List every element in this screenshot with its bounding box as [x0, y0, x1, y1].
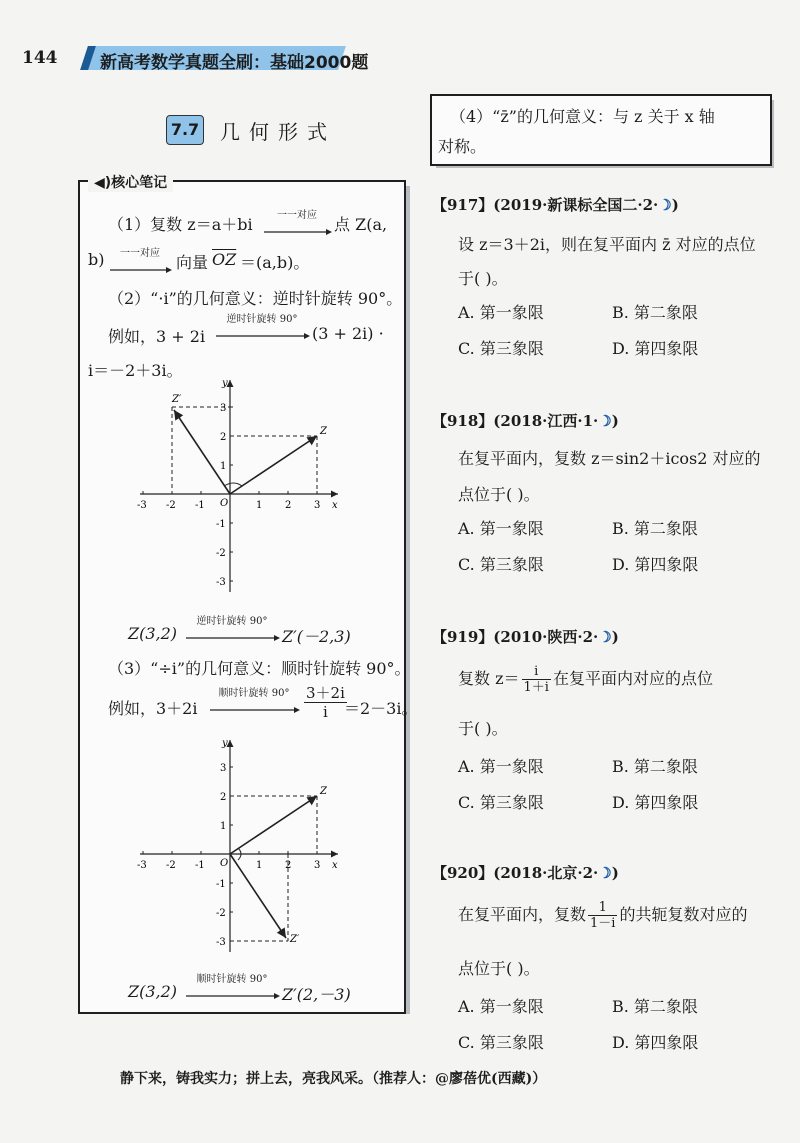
section-title: 几何形式 [220, 120, 336, 144]
graph-1 [134, 376, 354, 602]
graph2-x-label: x [332, 860, 338, 871]
graph1-ytick: -2 [216, 548, 226, 559]
note-line-1b: 点 Z(a, [334, 215, 388, 234]
graph2-xtick: -2 [166, 860, 176, 871]
note-line-2c: ＝(a,b)。 [240, 253, 310, 272]
question-919-header: 【919】(2010·陕西·2·☽) [432, 628, 619, 646]
graph1-vector-z [230, 436, 317, 494]
vector-oz: $\overline{OZ}$ [212, 250, 237, 269]
graph2-xtick: 2 [285, 860, 292, 871]
question-918-option-a[interactable]: A. 第一象限 [458, 519, 544, 538]
question-919-option-b[interactable]: B. 第二象限 [612, 757, 698, 776]
graph1-y-label: y [222, 378, 228, 389]
section-number: 7.7 [166, 115, 204, 145]
graph2-ytick: 1 [220, 821, 227, 832]
note-line-2a: b) [88, 250, 105, 269]
moon-icon: ☽ [598, 628, 612, 646]
question-918-stem-2: 点位于( )。 [458, 485, 540, 504]
graph1-origin: O [220, 498, 229, 509]
graph1-ytick: 2 [220, 432, 227, 443]
graph2-ytick: -3 [216, 937, 226, 948]
graph1-ytick: -1 [216, 519, 226, 530]
note-line-7b: ＝2－3i。 [344, 699, 418, 718]
graph1-ytick: 3 [220, 403, 227, 414]
note-line-2b: 向量 [176, 253, 209, 272]
graph1-xtick: -1 [195, 500, 205, 511]
arrow-one-to-one-2: 一一对应 [108, 244, 172, 278]
question-919-option-d[interactable]: D. 第四象限 [612, 793, 699, 812]
note-line-5: i＝－2＋3i。 [88, 361, 183, 380]
arrow-cw: 顺时针旋转 90° [208, 684, 300, 718]
note-line-6: （3）“÷i”的几何意义：顺时针旋转 90°。 [108, 659, 411, 678]
question-920-option-d[interactable]: D. 第四象限 [612, 1033, 699, 1052]
moon-icon: ☽ [598, 864, 612, 882]
graph2-ytick: -2 [216, 908, 226, 919]
question-917-option-c[interactable]: C. 第三象限 [458, 339, 544, 358]
graph1-x-label: x [332, 500, 338, 511]
graph1-xtick: -2 [166, 500, 176, 511]
graph2-ytick: 3 [220, 763, 227, 774]
note-line-4a: 例如，3 + 2i [108, 327, 206, 346]
graph2-vector-z [230, 796, 317, 854]
moon-icon: ☽ [658, 196, 672, 214]
graph1-ytick: 1 [220, 461, 227, 472]
caption-1b: Z′(－2,3) [282, 627, 351, 646]
question-920-header: 【920】(2018·北京·2·☽) [432, 864, 619, 882]
question-919-stem-2: 于( )。 [458, 719, 508, 738]
graph1-point-z: Z [320, 426, 327, 437]
arrow-one-to-one-1: 一一对应 [262, 206, 332, 240]
note-line-1a: （1）复数 z＝a＋bi [108, 215, 253, 234]
question-917-stem-1: 设 z＝3＋2i，则在复平面内 z̄ 对应的点位 [458, 235, 756, 254]
question-917-option-a[interactable]: A. 第一象限 [458, 303, 544, 322]
question-918-option-c[interactable]: C. 第三象限 [458, 555, 544, 574]
note-line-3: （2）“·i”的几何意义：逆时针旋转 90°。 [108, 289, 403, 308]
graph2-xtick: -3 [137, 860, 147, 871]
note-line-4b: (3 + 2i) · [312, 324, 384, 343]
graph2-origin: O [220, 858, 229, 869]
question-919-option-a[interactable]: A. 第一象限 [458, 757, 544, 776]
graph2-point-z: Z [320, 786, 327, 797]
question-919-option-c[interactable]: C. 第三象限 [458, 793, 544, 812]
graph2-point-z-prime: Z′ [290, 934, 300, 945]
graph1-xtick: 3 [314, 500, 321, 511]
question-917-option-d[interactable]: D. 第四象限 [612, 339, 699, 358]
question-917-stem-2: 于( )。 [458, 269, 508, 288]
graph2-ytick: 2 [220, 792, 227, 803]
graph2-xtick: 1 [256, 860, 263, 871]
graph2-ytick: -1 [216, 879, 226, 890]
graph1-point-z-prime: Z′ [172, 394, 182, 405]
caption-2a: Z(3,2) [128, 982, 178, 1001]
question-918-header: 【918】(2018·江西·1·☽) [432, 412, 619, 430]
question-918-option-b[interactable]: B. 第二象限 [612, 519, 698, 538]
graph1-xtick: 1 [256, 500, 263, 511]
note-line-7a: 例如，3＋2i [108, 699, 198, 718]
caption-2b: Z′(2,－3) [282, 985, 351, 1004]
question-920-option-b[interactable]: B. 第二象限 [612, 997, 698, 1016]
graph2-xtick: 3 [314, 860, 321, 871]
question-919-stem-1: 复数 z＝ $\frac{i}{1+i}$ 在复平面内对应的点位 [458, 664, 713, 695]
graph1-vector-z-prime [174, 410, 230, 494]
arrow-ccw: 逆时针旋转 90° [214, 310, 310, 344]
question-917-header: 【917】(2019·新课标全国二·2·☽) [432, 196, 679, 214]
question-918-option-d[interactable]: D. 第四象限 [612, 555, 699, 574]
caption-2-arrow: 顺时针旋转 90° [184, 970, 280, 1004]
question-920-stem-1: 在复平面内，复数 $\frac{1}{1-i}$ 的共轭复数对应的 [458, 900, 748, 931]
question-917-option-b[interactable]: B. 第二象限 [612, 303, 698, 322]
speaker-icon: ◀) [94, 175, 112, 191]
caption-1-arrow: 逆时针旋转 90° [184, 612, 280, 646]
footer-motto: 静下来，铸我实力；拼上去，亮我风采。（推荐人：@廖蓓优(西藏)） [120, 1071, 547, 1087]
graph1-ytick: -3 [216, 577, 226, 588]
question-918-stem-1: 在复平面内，复数 z＝sin2＋icos2 对应的 [458, 449, 761, 468]
notes-label: ◀)核心笔记 [88, 172, 173, 192]
book-title: 新高考数学真题全刷：基础2000题 [100, 53, 369, 73]
question-920-option-c[interactable]: C. 第三象限 [458, 1033, 544, 1052]
graph-2 [134, 736, 354, 962]
moon-icon: ☽ [598, 412, 612, 430]
conjugate-line-1: （4）“z̄”的几何意义：与 z 关于 x 轴 [450, 107, 715, 126]
caption-1a: Z(3,2) [128, 624, 178, 643]
graph1-xtick: 2 [285, 500, 292, 511]
graph2-y-label: y [222, 738, 228, 749]
conjugate-line-2: 对称。 [438, 137, 487, 156]
page-number: 144 [22, 48, 58, 68]
graph2-xtick: -1 [195, 860, 205, 871]
graph1-xtick: -3 [137, 500, 147, 511]
fraction-3-2i-over-i: $\frac{3+2i}{i}$ [306, 684, 345, 721]
question-920-stem-2: 点位于( )。 [458, 959, 540, 978]
question-920-option-a[interactable]: A. 第一象限 [458, 997, 544, 1016]
